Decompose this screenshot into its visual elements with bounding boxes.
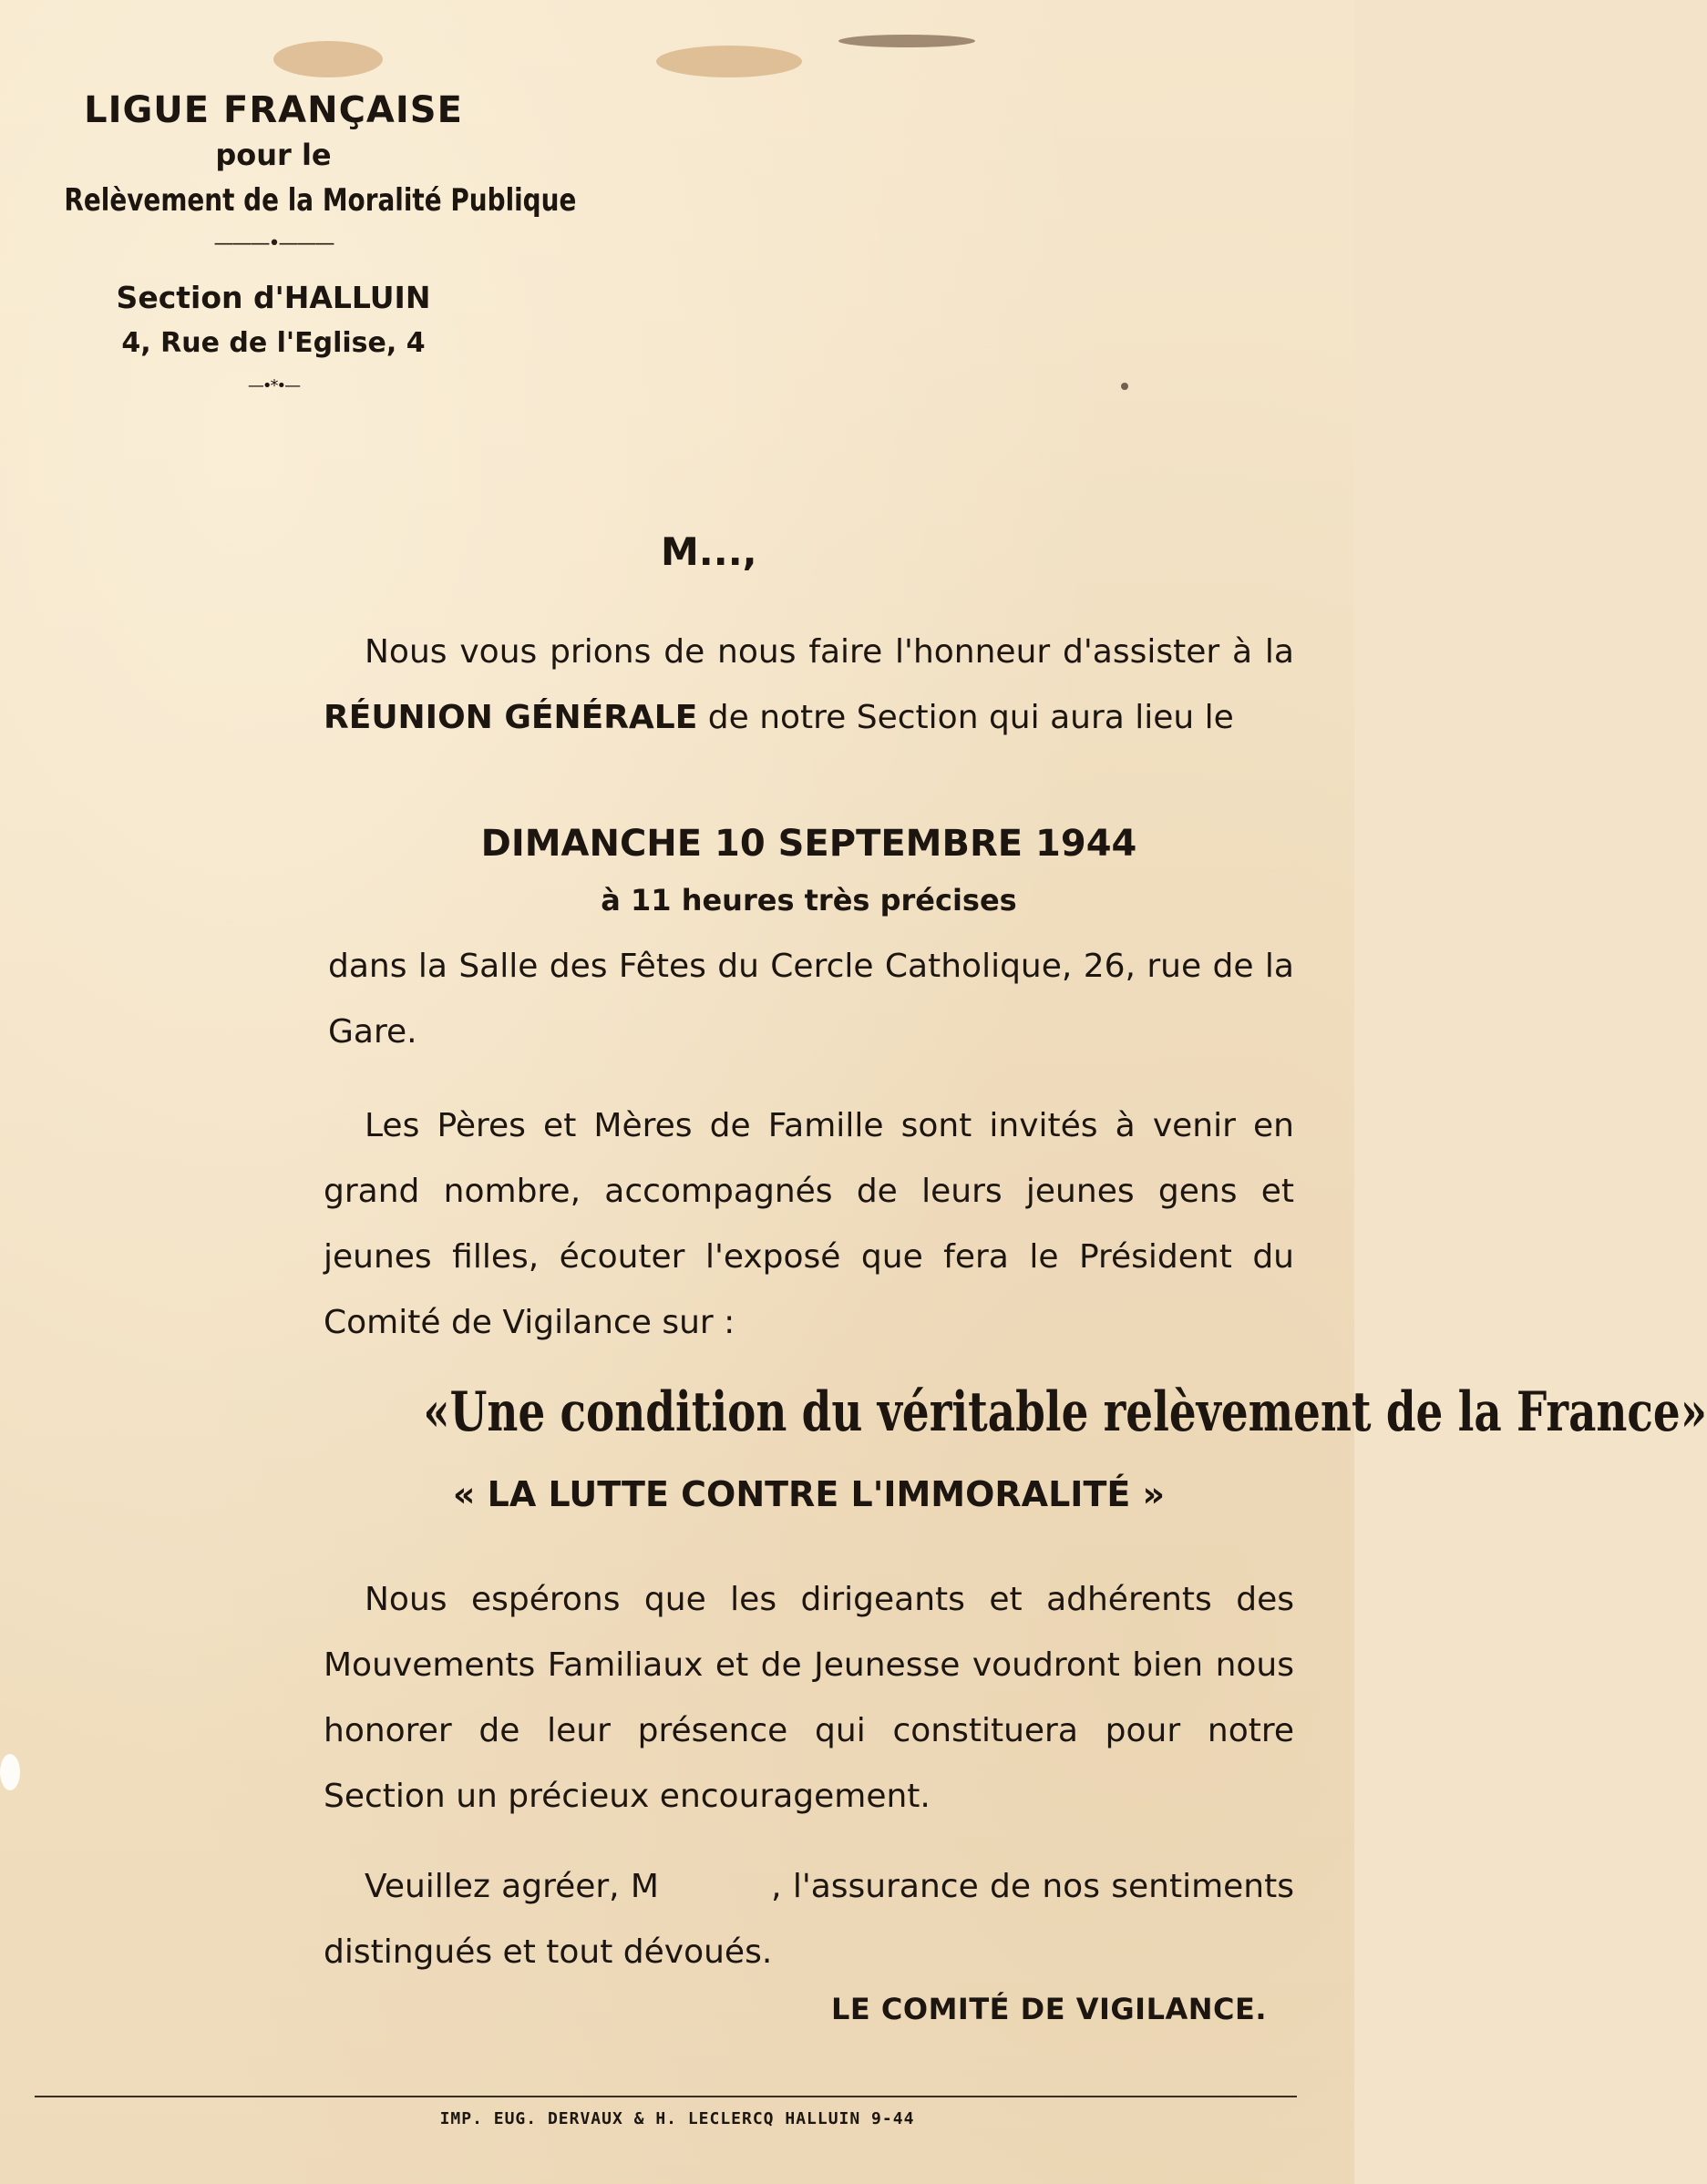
signature: LE COMITÉ DE VIGILANCE.	[831, 1992, 1267, 2026]
talk-subtitle: « LA LUTTE CONTRE L'IMMORALITÉ »	[452, 1474, 1166, 1514]
invitation-text-end: de notre Section qui aura lieu le	[697, 699, 1234, 736]
section-name: Section d'HALLUIN	[116, 280, 431, 315]
paper-tear	[0, 1754, 20, 1790]
org-purpose: Relèvement de la Moralité Publique	[64, 182, 577, 219]
paper-stain	[838, 35, 975, 47]
footer-divider	[35, 2096, 1297, 2097]
meeting-time: à 11 heures très précises	[601, 883, 1017, 918]
letterhead	[18, 87, 577, 400]
invitation-text-start: Nous vous prions de nous faire l'honneur d'assister à la	[365, 633, 1294, 671]
venue-paragraph: dans la Salle des Fêtes du Cercle Catholique, 26, rue de la Gare.	[328, 948, 1294, 1051]
section-address: 4, Rue de l'Eglise, 4	[121, 327, 426, 359]
paper-stain	[273, 41, 383, 77]
invitation-paragraph	[324, 620, 1294, 751]
meeting-date: DIMANCHE 10 SEPTEMBRE 1944	[480, 823, 1137, 865]
closing-paragraph: Veuillez agréer, M , l'assurance de nos sentiments distingués et tout dévoués.	[324, 1868, 1305, 1971]
salutation: M...,	[661, 529, 757, 574]
audience-paragraph: Les Pères et Mères de Famille sont invités à venir en grand nombre, accompagnés de leurs jeunes gens et jeunes filles, écouter l'exposé que fera le Président du Comité de Vigilance sur :	[324, 1107, 1294, 1341]
hope-paragraph: Nous espérons que les dirigeants et adhérents des Mouvements Familiaux et de Jeunesse voudront bien nous honorer de leur présence qui constituera pour notre Section un précieux encouragement.	[324, 1581, 1294, 1815]
org-name: LIGUE FRANÇAISE	[84, 89, 463, 131]
paper-spot	[1121, 383, 1128, 390]
paper-stain	[656, 46, 802, 77]
printer-imprint: IMP. EUG. DERVAUX & H. LECLERCQ HALLUIN 9-44	[439, 2109, 915, 2128]
org-name-connector: pour le	[215, 138, 332, 172]
talk-title: «Une condition du véritable relèvement de la France»	[423, 1380, 1707, 1444]
ornament-divider-icon: ———•———	[213, 232, 334, 255]
ornament-divider-icon: —•*•—	[247, 376, 300, 395]
meeting-name: RÉUNION GÉNÉRALE	[324, 699, 698, 736]
